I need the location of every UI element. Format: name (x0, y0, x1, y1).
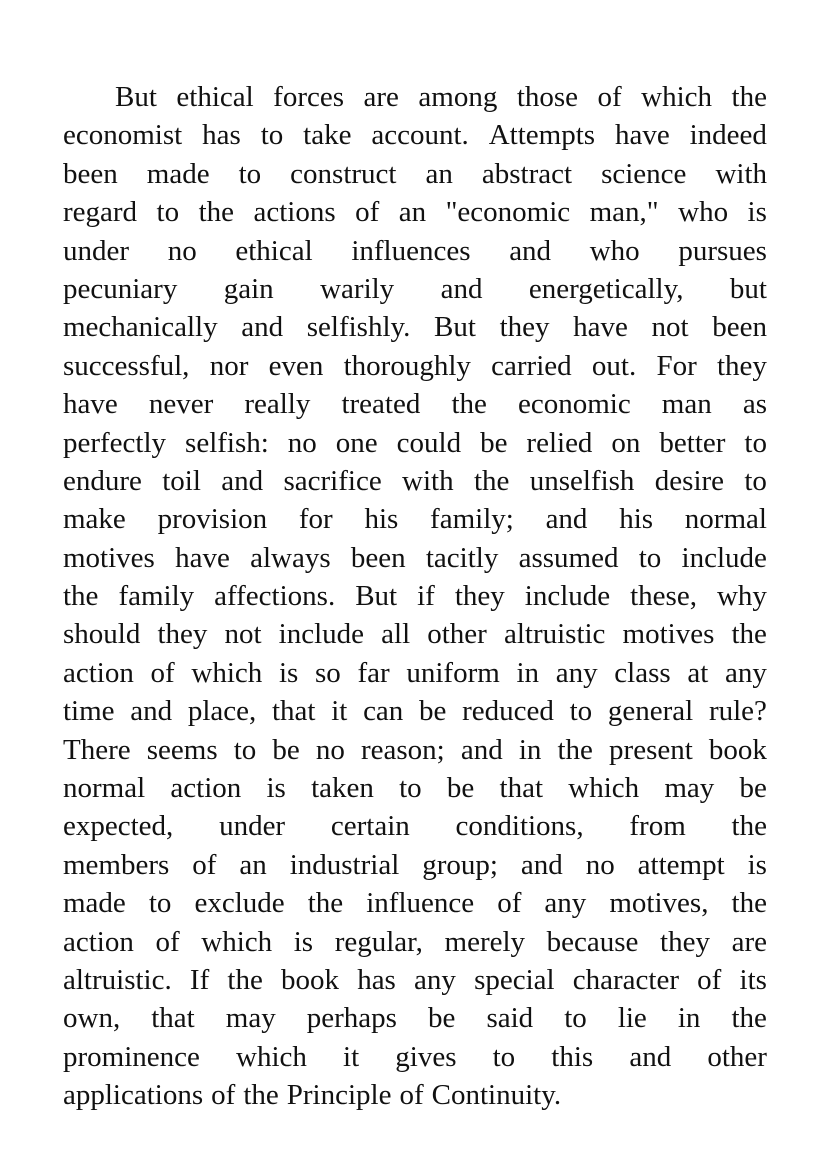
word: any (724, 656, 767, 689)
text-line (63, 884, 767, 922)
word: class (614, 656, 671, 689)
word: carried (491, 349, 572, 382)
word: in (677, 1002, 701, 1035)
word: assumed (518, 541, 619, 574)
word: exclude (194, 887, 285, 920)
word: economic (517, 388, 631, 421)
word: endure (63, 464, 142, 497)
word: to (638, 541, 662, 574)
word: so (315, 656, 341, 689)
word: regular, (334, 925, 423, 958)
word: with (715, 157, 767, 190)
word: group; (422, 848, 498, 881)
word: But (115, 81, 157, 113)
word: present (609, 733, 693, 766)
word: reason; (360, 733, 445, 766)
word: could (396, 426, 462, 459)
word: to (399, 772, 422, 805)
word: may (664, 772, 715, 805)
word: the (243, 1079, 279, 1112)
word: pursues (678, 234, 767, 267)
word: they (157, 618, 208, 651)
word: the (63, 580, 99, 613)
word: and (130, 695, 173, 728)
word: include (524, 580, 611, 613)
word: and (241, 311, 284, 344)
word: time (63, 695, 115, 728)
word: man," (589, 196, 659, 229)
word: is (747, 848, 767, 881)
word: the (731, 887, 767, 920)
word: to (148, 887, 172, 920)
word: place, (187, 695, 257, 728)
word: they (660, 925, 710, 958)
word: industrial (289, 848, 400, 881)
word: to (238, 157, 262, 190)
word: successful, (63, 349, 190, 382)
word: an (398, 196, 427, 229)
word: general (607, 695, 694, 728)
text-line (63, 1076, 767, 1114)
word: all (381, 618, 411, 651)
word: other (707, 1040, 767, 1073)
word: and (460, 733, 503, 766)
word: take (303, 119, 352, 152)
body-paragraph (63, 78, 767, 1115)
word: the (557, 733, 593, 766)
word: the (731, 1002, 767, 1035)
word: the (198, 196, 234, 229)
word: motives, (609, 887, 709, 920)
word: mechanically (63, 311, 218, 344)
word: and (545, 503, 588, 536)
word: no (287, 426, 317, 459)
word: There (63, 733, 131, 766)
word: uniform (406, 656, 500, 689)
word: perhaps (306, 1002, 397, 1035)
word: taken (311, 772, 374, 805)
word: really (244, 388, 311, 421)
word: normal (684, 503, 767, 536)
word: book (708, 733, 767, 766)
word: regard (63, 196, 138, 229)
text-line (63, 923, 767, 961)
word: have (573, 311, 628, 344)
word: altruistic. (63, 963, 172, 996)
text-line (63, 232, 767, 270)
word: motives (63, 541, 155, 574)
word: that (151, 1002, 195, 1035)
word: one (335, 426, 378, 459)
word: influence (366, 887, 475, 920)
word: gives (395, 1040, 457, 1073)
word: selfish: (185, 426, 269, 459)
text-line (63, 654, 767, 692)
word: abstract (481, 157, 573, 190)
word: include (278, 618, 365, 651)
word: economist (63, 119, 183, 152)
word: an (425, 157, 453, 190)
word: motives (622, 618, 715, 651)
word: that (272, 695, 316, 728)
word: they (499, 311, 550, 344)
text-line (63, 116, 767, 154)
word: ethical (176, 81, 254, 113)
word: the (451, 388, 487, 421)
word: with (402, 464, 454, 497)
word: is (278, 656, 299, 689)
word: because (546, 925, 639, 958)
word: they (454, 580, 505, 613)
word: certain (330, 810, 410, 843)
word: any (414, 963, 456, 996)
word: is (293, 925, 314, 958)
word: of (155, 925, 180, 958)
word: who (589, 234, 640, 267)
word: toil (162, 464, 201, 497)
text-line (63, 577, 767, 615)
word: among (418, 81, 498, 113)
word: construct (290, 157, 397, 190)
word: action (63, 925, 134, 958)
word: desire (654, 464, 725, 497)
word: "economic (445, 196, 571, 229)
word: been (712, 311, 767, 344)
word: is (747, 196, 767, 229)
word: to (744, 426, 767, 459)
word: for (298, 503, 333, 536)
word: special (474, 963, 555, 996)
text-line (63, 807, 767, 845)
word: relied (526, 426, 593, 459)
word: have (63, 388, 118, 421)
word: normal (63, 772, 146, 805)
text-line (63, 155, 767, 193)
word: the (307, 887, 344, 920)
word: no (585, 848, 615, 881)
word: family (118, 580, 195, 613)
word: which (641, 81, 713, 113)
word: Principle (286, 1079, 392, 1112)
word: sacrifice (283, 464, 382, 497)
word: this (551, 1040, 594, 1073)
word: rule? (708, 695, 767, 728)
word: pecuniary (63, 272, 178, 305)
word: book (281, 963, 340, 996)
word: ethical (235, 234, 313, 267)
text-line (63, 846, 767, 884)
word: But (355, 580, 398, 613)
word: perfectly (63, 426, 167, 459)
word: Attempts (488, 119, 596, 152)
word: the (731, 618, 767, 651)
word: his (619, 503, 654, 536)
word: to (569, 695, 593, 728)
word: applications (63, 1079, 204, 1112)
word: and (440, 272, 483, 305)
word: include (681, 541, 767, 574)
word: which (236, 1040, 307, 1073)
word: no (167, 234, 197, 267)
word: made (146, 157, 210, 190)
word: and (520, 848, 563, 881)
word: Continuity. (431, 1079, 562, 1112)
word: even (268, 349, 324, 382)
word: but (729, 272, 767, 305)
word: if (417, 580, 435, 613)
word: For (656, 349, 697, 382)
word: action (63, 656, 134, 689)
word: indeed (689, 119, 767, 152)
text-line (63, 999, 767, 1037)
word: members (63, 848, 170, 881)
word: the (227, 963, 263, 996)
word: of (150, 656, 175, 689)
word: of (697, 963, 722, 996)
text-line (63, 615, 767, 653)
word: has (202, 119, 241, 152)
word: been (63, 157, 118, 190)
text-line (63, 731, 767, 769)
text-line (63, 539, 767, 577)
word: be (739, 772, 767, 805)
document-page (63, 78, 767, 1115)
word: and (221, 464, 264, 497)
word: that (499, 772, 544, 805)
word: seems (146, 733, 218, 766)
word: and (509, 234, 552, 267)
text-line (63, 270, 767, 308)
word: thoroughly (343, 349, 471, 382)
word: be (428, 1002, 456, 1035)
word: those (516, 81, 579, 113)
word: to (156, 196, 180, 229)
word: nor (209, 349, 249, 382)
word: may (225, 1002, 276, 1035)
word: to (233, 733, 257, 766)
word: to (744, 464, 767, 497)
word: warily (320, 272, 395, 305)
word: these, (630, 580, 697, 613)
word: in (516, 656, 540, 689)
word: can (363, 695, 404, 728)
word: character (572, 963, 679, 996)
word: be (419, 695, 447, 728)
word: have (614, 119, 670, 152)
word: of (597, 81, 622, 113)
word: better (659, 426, 726, 459)
word: If (189, 963, 210, 996)
text-line (63, 424, 767, 462)
word: they (717, 349, 767, 382)
word: own, (63, 1002, 121, 1035)
word: the (731, 810, 767, 843)
word: conditions, (455, 810, 584, 843)
word: prominence (63, 1040, 200, 1073)
word: provision (157, 503, 268, 536)
word: no (315, 733, 345, 766)
word: not (651, 311, 689, 344)
word: to (492, 1040, 516, 1073)
word: far (357, 656, 390, 689)
word: always (250, 541, 331, 574)
word: account. (371, 119, 469, 152)
word: family; (430, 503, 514, 536)
text-line (63, 462, 767, 500)
word: forces (273, 81, 345, 113)
word: and (629, 1040, 672, 1073)
word: an (239, 848, 267, 881)
word: reduced (462, 695, 554, 728)
text-line (63, 78, 767, 116)
word: are (731, 925, 767, 958)
text-line (63, 692, 767, 730)
word: selfishly. (306, 311, 411, 344)
word: action (170, 772, 242, 805)
word: its (739, 963, 767, 996)
word: as (742, 388, 767, 421)
text-line (63, 193, 767, 231)
word: it (331, 695, 348, 728)
word: under (219, 810, 286, 843)
word: the (473, 464, 510, 497)
word: been (350, 541, 406, 574)
word: not (224, 618, 262, 651)
word: be (272, 733, 300, 766)
word: to (564, 1002, 587, 1035)
word: of (355, 196, 380, 229)
word: any (555, 656, 598, 689)
word: actions (253, 196, 336, 229)
word: at (687, 656, 709, 689)
word: affections. (214, 580, 336, 613)
word: which (201, 925, 273, 958)
word: But (434, 311, 476, 344)
word: has (357, 963, 396, 996)
word: which (568, 772, 640, 805)
word: out. (591, 349, 637, 382)
word: attempt (637, 848, 725, 881)
word: tacitly (425, 541, 499, 574)
text-line (63, 500, 767, 538)
word: to (260, 119, 284, 152)
word: lie (617, 1002, 647, 1035)
text-line (63, 961, 767, 999)
word: science (601, 157, 687, 190)
word: of (399, 1079, 424, 1112)
word: energetically, (528, 272, 684, 305)
word: have (175, 541, 230, 574)
word: on (611, 426, 641, 459)
text-line (63, 1038, 767, 1076)
word: in (518, 733, 542, 766)
text-line (63, 385, 767, 423)
text-line (63, 308, 767, 346)
word: it (343, 1040, 360, 1073)
word: other (427, 618, 487, 651)
word: from (629, 810, 686, 843)
word: influences (351, 234, 471, 267)
word: be (480, 426, 508, 459)
word: under (63, 234, 130, 267)
word: of (192, 848, 217, 881)
word: who (678, 196, 729, 229)
word: gain (223, 272, 274, 305)
word: are (363, 81, 399, 113)
word: made (63, 887, 126, 920)
text-line (63, 769, 767, 807)
word: man (661, 388, 712, 421)
word: which (191, 656, 263, 689)
word: unselfish (529, 464, 635, 497)
word: any (544, 887, 587, 920)
word: of (211, 1079, 236, 1112)
word: his (364, 503, 399, 536)
word: be (446, 772, 475, 805)
word: the (731, 81, 767, 113)
word: of (497, 887, 522, 920)
word: treated (341, 388, 421, 421)
word: altruistic (503, 618, 606, 651)
word: said (486, 1002, 534, 1035)
word: should (63, 618, 141, 651)
word: never (148, 388, 214, 421)
word: make (63, 503, 126, 536)
text-line (63, 347, 767, 385)
word: why (716, 580, 767, 613)
word: is (266, 772, 286, 805)
word: expected, (63, 810, 174, 843)
word: merely (444, 925, 526, 958)
